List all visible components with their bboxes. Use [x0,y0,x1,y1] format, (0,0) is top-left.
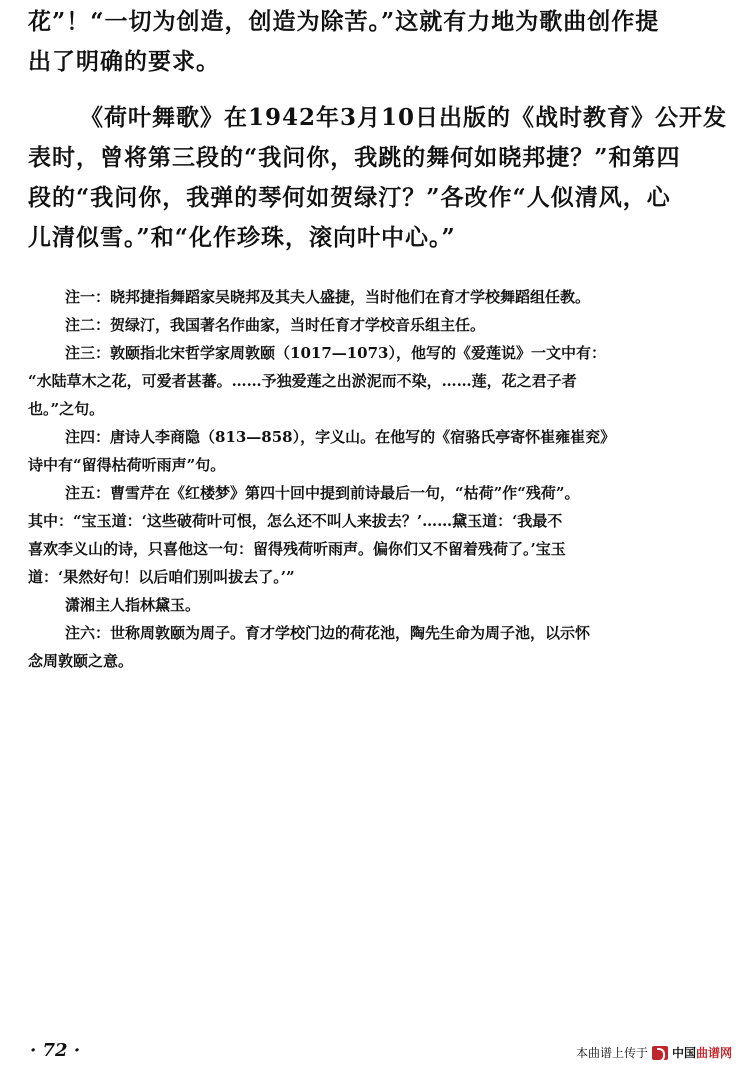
footnote-line: 注六：世称周敦颐为周子。育才学校门边的荷花池，陶先生命为周子池，以示怀 [65,624,591,642]
footnote-line: 念周敦颐之意。 [28,652,134,670]
paragraph-line: 儿清似雪。”和“化作珍珠，滚向叶中心。” [28,224,456,251]
footnote-line: “水陆草木之花，可爱者甚蕃。……予独爱莲之出淤泥而不染，……莲，花之君子者 [28,372,577,390]
paragraph-1 [28,2,728,82]
paragraph-line: 《荷叶舞歌》在1942年3月10日出版的《战时教育》公开发 [80,104,728,131]
footnote-line: 其中：“宝玉道：‘这些破荷叶可恨，怎么还不叫人来拔去？’……黛玉道：‘我最不 [28,512,563,530]
paragraph-line: 出了明确的要求。 [28,48,220,75]
upload-credit[interactable] [576,1044,732,1061]
footnote-line: 注四：唐诗人李商隐（813—858），字义山。在他写的《宿骆氏亭寄怀崔雍崔兖》 [65,428,616,446]
brand-accent: 曲谱网 [695,1046,732,1060]
footnote-6 [28,619,742,675]
footnote-1 [28,283,742,311]
credit-prefix: 本曲谱上传于 [575,1046,648,1060]
footnote-2 [28,311,742,339]
footnote-line: 注一：晓邦捷指舞蹈家吴晓邦及其夫人盛捷，当时他们在育才学校舞蹈组任教。 [65,288,591,306]
footnote-line: 喜欢李义山的诗，只喜他这一句：留得残荷听雨声。偏你们又不留着残荷了。’宝玉 [28,540,566,558]
paragraph-line: 花”！“一切为创造，创造为除苦。”这就有力地为歌曲创作提 [28,8,660,35]
footnotes [28,283,742,675]
footnote-5 [28,479,742,591]
footnote-line: 道：‘果然好句！以后咱们别叫拔去了。’” [28,568,295,586]
paragraph-2 [28,98,728,258]
footnote-5-addendum [28,591,742,619]
brand-main: 中国 [671,1046,696,1060]
footnote-line: 诗中有“留得枯荷听雨声”句。 [28,456,226,474]
paragraph-line: 表时，曾将第三段的“我问你，我跳的舞何如晓邦捷？”和第四 [28,144,681,171]
footnote-line: 注五：曹雪芹在《红楼梦》第四十回中提到前诗最后一句，“枯荷”作“残荷”。 [65,484,580,502]
footnote-line: 潇湘主人指林黛玉。 [65,596,201,614]
qupu-logo-icon [652,1046,668,1060]
footnote-line: 也。”之句。 [28,400,105,418]
footnote-line: 注三：敦颐指北宋哲学家周敦颐（1017—1073），他写的《爱莲说》一文中有： [65,344,606,362]
paragraph-line: 段的“我问你，我弹的琴何如贺绿汀？”各改作“人似清风，心 [28,184,671,211]
footnote-3 [28,339,742,423]
site-brand[interactable] [672,1044,732,1061]
footnote-line: 注二：贺绿汀，我国著名作曲家，当时任育才学校音乐组主任。 [65,316,486,334]
page-number: · 72 · [30,1040,81,1061]
footnote-4 [28,423,742,479]
